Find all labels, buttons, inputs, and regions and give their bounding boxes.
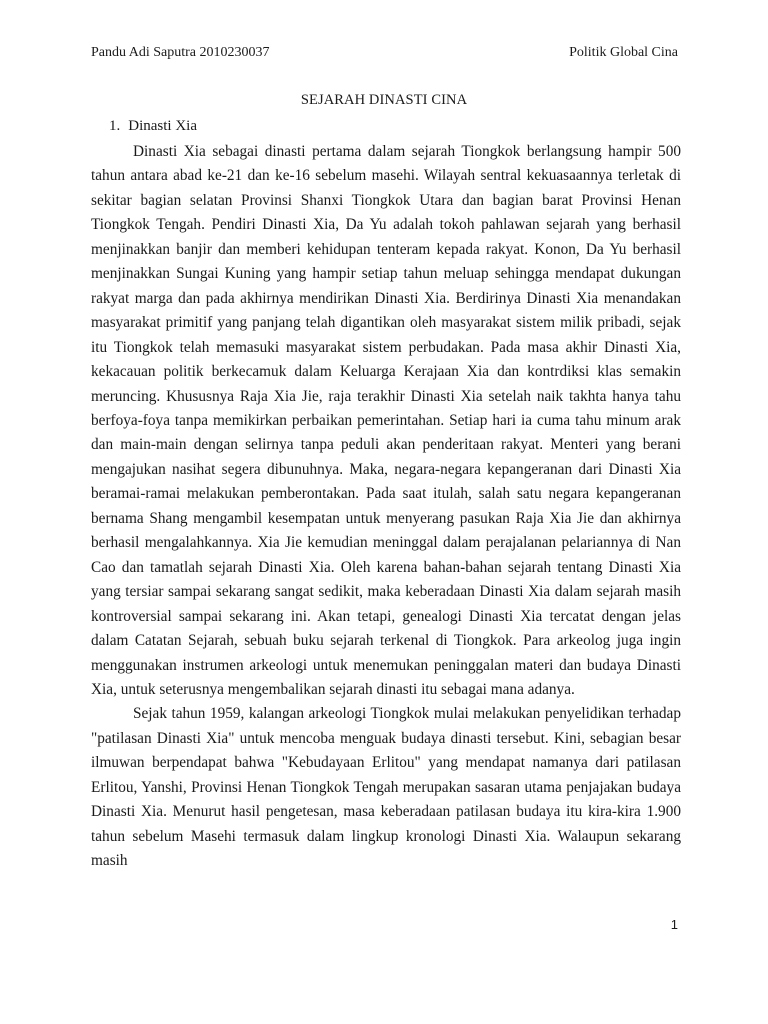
header-author: Pandu Adi Saputra 2010230037 (91, 45, 270, 60)
section-title: Dinasti Xia (128, 118, 197, 134)
section-heading (109, 116, 197, 136)
page-number: 1 (670, 917, 678, 932)
header-course: Politik Global Cina (569, 45, 678, 60)
document-title: SEJARAH DINASTI CINA (300, 92, 468, 108)
paragraph: Dinasti Xia sebagai dinasti pertama dalam sejarah Tiongkok berlangsung hampir 500 tahun antara abad ke-21 dan ke-16 sebelum masehi. Wilayah sentral kekuasaannya terletak di sekitar bagian selatan Provinsi Shanxi Tiongkok Utara dan bagian barat Provinsi Henan Tiongkok Tengah. Pendiri Dinasti Xia, Da Yu adalah tokoh pahlawan sejarah yang berhasil menjinakkan banjir dan memberi kehidupan tenteram kepada rakyat. Konon, Da Yu berhasil menjinakkan Sungai Kuning yang hampir setiap tahun meluap sehingga mendapat dukungan rakyat marga dan pada akhirnya mendirikan Dinasti Xia. Berdirinya Dinasti Xia menandakan masyarakat primitif yang panjang telah digantikan oleh masyarakat sistem milik pribadi, sejak itu Tiongkok telah memasuki masyarakat sistem perbudakan. Pada masa akhir Dinasti Xia, kekacauan politik berkecamuk dalam Keluarga Kerajaan Xia dan kontrdiksi klas semakin meruncing. Khususnya Raja Xia Jie, raja terakhir Dinasti Xia setelah naik takhta hanya tahu berfoya-foya tanpa memikirkan perbaikan pemerintahan. Setiap hari ia cuma tahu minum arak dan main-main dengan selirnya tanpa peduli akan penderitaan rakyat. Menteri yang berani mengajukan nasihat segera dibunuhnya. Maka, negara-negara kepangeranan dari Dinasti Xia beramai-ramai melakukan pemberontakan. Pada saat itulah, salah satu negara kepangeranan bernama Shang mengambil kesempatan untuk menyerang pasukan Raja Xia Jie dan akhirnya berhasil mengalahkannya. Xia Jie kemudian meninggal dalam perajalanan pelariannya di Nan Cao dan tamatlah sejarah Dinasti Xia. Oleh karena bahan-bahan sejarah tentang Dinasti Xia yang tersiar sampai sekarang sangat sedikit, maka keberadaan Dinasti Xia dalam sejarah masih kontroversial sampai sekarang ini. Akan tetapi, genealogi Dinasti Xia tercatat dengan jelas dalam Catatan Sejarah, sebuah buku sejarah terkenal di Tiongkok. Para arkeolog juga ingin menggunakan instrumen arkeologi untuk menemukan peninggalan materi dan budaya Dinasti Xia, untuk seterusnya mengembalikan sejarah dinasti itu sebagai mana adanya. (91, 143, 681, 698)
body-text (91, 140, 681, 874)
page-header (91, 43, 678, 63)
section-number: 1. (109, 118, 121, 134)
paragraph: Sejak tahun 1959, kalangan arkeologi Tiongkok mulai melakukan penyelidikan terhadap "patilasan Dinasti Xia" untuk mencoba menguak budaya dinasti tersebut. Kini, sebagian besar ilmuwan berpendapat bahwa "Kebudayaan Erlitou" yang mendapat namanya dari patilasan Erlitou, Yanshi, Provinsi Henan Tiongkok Tengah merupakan sasaran utama penjajakan budaya Dinasti Xia. Menurut hasil pengetesan, masa keberadaan patilasan budaya itu kira-kira 1.900 tahun sebelum Masehi termasuk dalam lingkup kronologi Dinasti Xia. Walaupun sekarang masih (91, 705, 681, 870)
